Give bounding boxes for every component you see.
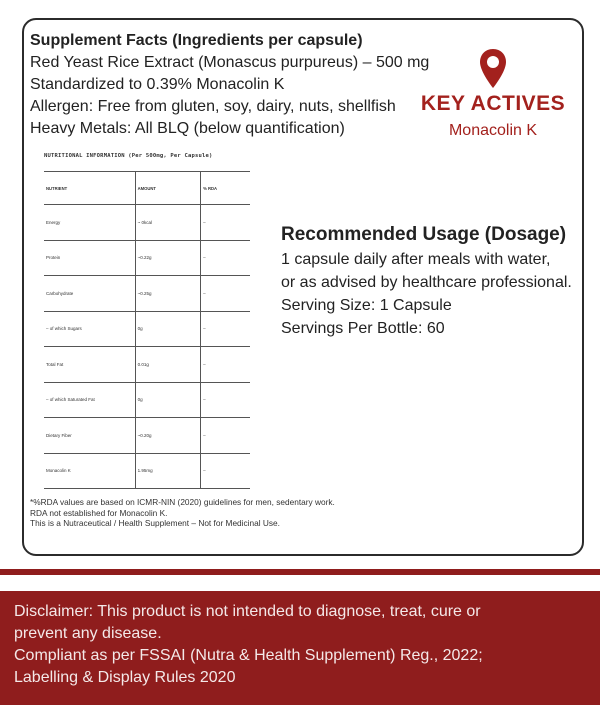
usage-title: Recommended Usage (Dosage) (281, 224, 567, 245)
column-header: NUTRIENT (44, 172, 135, 205)
disclaimer-line: Compliant as per FSSAI (Nutra & Health Supplement) Reg., 2022; (14, 647, 483, 664)
amount-cell: 0g (135, 311, 201, 347)
amount-cell: 0g (135, 382, 201, 418)
nutrient-cell: Total Fat (44, 347, 135, 383)
table-row (44, 311, 250, 347)
nutrition-caption: NUTRITIONAL INFORMATION (Per 500mg, Per Capsule) (44, 153, 213, 159)
supplement-facts (30, 30, 429, 140)
amount-cell: ~0.22g (135, 240, 201, 276)
table-row (44, 347, 250, 383)
nutrient-cell: Dietary Fiber (44, 418, 135, 454)
table-header-row (44, 172, 250, 205)
disclaimer-band (0, 591, 600, 705)
usage-line: or as advised by healthcare professional. (281, 274, 572, 291)
table-row (44, 205, 250, 241)
column-header: AMOUNT (135, 172, 201, 205)
key-actives-item: Monacolin K (448, 122, 538, 139)
table-row (44, 276, 250, 312)
usage-line: 1 capsule daily after meals with water, (281, 251, 551, 268)
rda-cell: – (201, 382, 250, 418)
divider-bar (0, 569, 600, 575)
amount-cell: ~ 0kcal (135, 205, 201, 241)
facts-line: Red Yeast Rice Extract (Monascus purpureus) – 500 mg (30, 54, 430, 71)
footnotes (30, 497, 335, 529)
rda-cell: – (201, 240, 250, 276)
rda-cell: – (201, 276, 250, 312)
nutrient-cell: Protein (44, 240, 135, 276)
nutrition-table (44, 171, 250, 489)
footnote: This is a Nutraceutical / Health Supplement – Not for Medicinal Use. (30, 518, 280, 528)
facts-line: Standardized to 0.39% Monacolin K (30, 76, 285, 93)
table-row (44, 240, 250, 276)
supplement-facts-title: Supplement Facts (Ingredients per capsule) (30, 32, 363, 49)
amount-cell: ~0.20g (135, 418, 201, 454)
nutrient-cell: Energy (44, 205, 135, 241)
key-actives-heading: KEY ACTIVES (420, 92, 566, 115)
rda-cell: – (201, 205, 250, 241)
rda-cell: – (201, 311, 250, 347)
footnote: *%RDA values are based on ICMR-NIN (2020) guidelines for men, sedentary work. (30, 497, 335, 507)
nutrient-cell: Carbohydrate (44, 276, 135, 312)
rda-cell: – (201, 453, 250, 489)
disclaimer-line: Labelling & Display Rules 2020 (14, 669, 236, 686)
amount-cell: 1.95mg (135, 453, 201, 489)
usage-line: Servings Per Bottle: 60 (281, 320, 445, 337)
amount-cell: 0.01g (135, 347, 201, 383)
table-row (44, 453, 250, 489)
nutrition-panel (44, 153, 250, 489)
facts-line: Allergen: Free from gluten, soy, dairy, nuts, shellfish (30, 98, 396, 115)
nutrient-cell: – of which Sugars (44, 311, 135, 347)
key-actives (418, 48, 568, 142)
amount-cell: ~0.25g (135, 276, 201, 312)
footnote: RDA not established for Monacolin K. (30, 507, 168, 518)
rda-cell: – (201, 347, 250, 383)
nutrient-cell: Monacolin K (44, 453, 135, 489)
disclaimer-line: Disclaimer: This product is not intended to diagnose, treat, cure or (14, 603, 481, 620)
table-row (44, 382, 250, 418)
usage-line: Serving Size: 1 Capsule (281, 297, 452, 314)
nutrient-cell: – of which Saturated Fat (44, 382, 135, 418)
location-pin-icon (478, 48, 508, 90)
column-header: % RDA (201, 172, 250, 205)
table-row (44, 418, 250, 454)
rda-cell: – (201, 418, 250, 454)
recommended-usage (281, 222, 572, 340)
disclaimer-line: prevent any disease. (14, 625, 162, 642)
facts-line: Heavy Metals: All BLQ (below quantification) (30, 120, 345, 137)
